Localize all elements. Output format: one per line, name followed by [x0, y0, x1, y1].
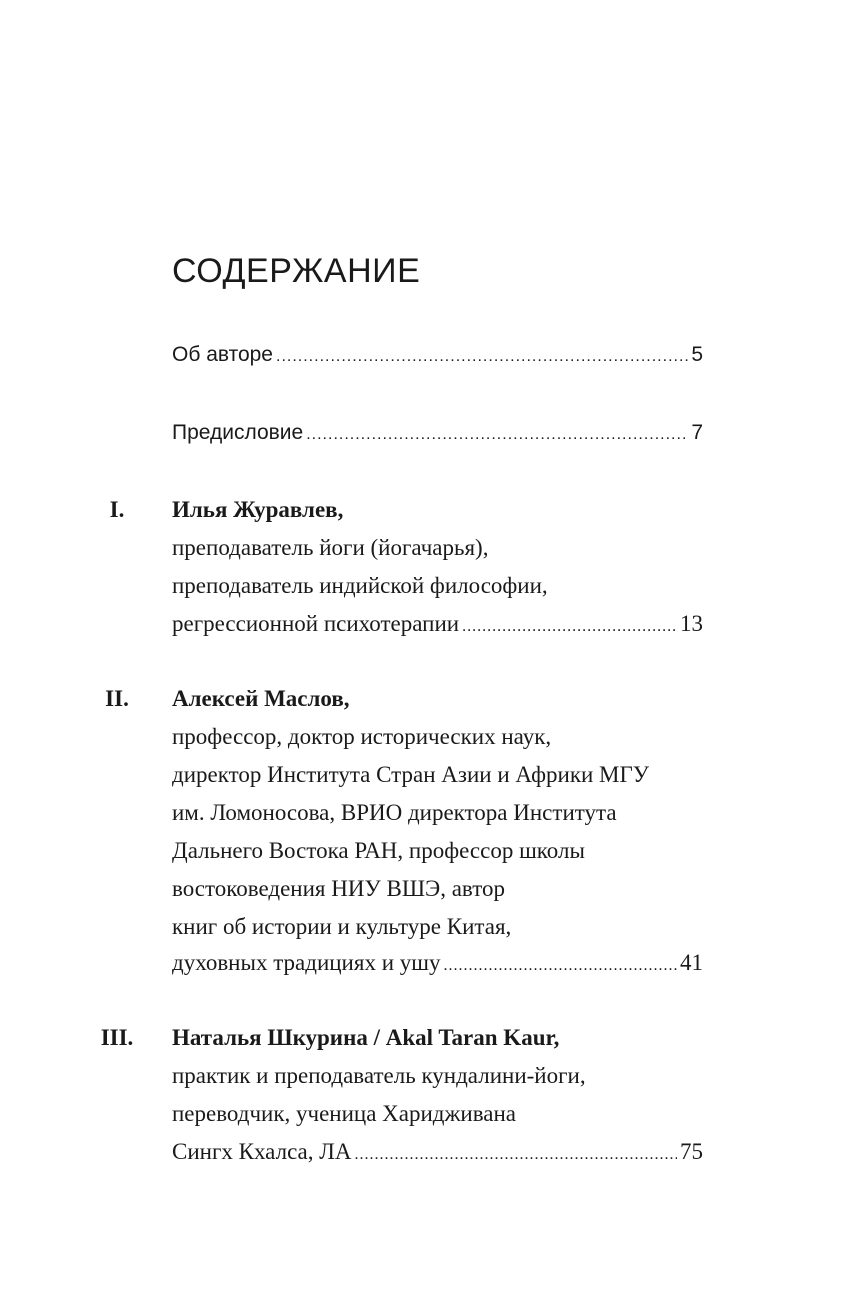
chapter-description-line: директор Института Стран Азии и Африки МГУ [172, 762, 650, 787]
toc-entry-page: 41 [680, 950, 703, 975]
dot-leader [462, 608, 677, 646]
dot-leader [443, 947, 677, 985]
toc-entry-about-author[interactable] [172, 336, 703, 374]
chapter-description-line: профессор, доктор исторических наук, [172, 724, 552, 749]
chapter-numeral: I. [109, 497, 125, 522]
toc-entry-label: Об авторе [172, 343, 273, 366]
chapter-description-line: преподаватель йоги (йогачарья), [172, 535, 489, 560]
chapter-description-line: переводчик, ученица Харидживана [172, 1101, 516, 1126]
toc-entry-preface[interactable] [172, 414, 703, 452]
chapter-description-line: практик и преподаватель кундалини-йоги, [172, 1063, 586, 1088]
chapter-description-line: им. Ломоносова, ВРИО директора Института [172, 800, 617, 825]
dot-leader [276, 338, 688, 376]
dot-leader [354, 1136, 677, 1174]
page-title: СОДЕРЖАНИЕ [172, 252, 421, 290]
toc-entry-label: Предисловие [172, 421, 304, 444]
chapter-last-line[interactable] [172, 1133, 703, 1171]
chapter-description-line: книг об истории и культуре Китая, [172, 914, 512, 939]
chapter-author-name[interactable]: Илья Журавлев, [172, 497, 344, 522]
chapter-description-line: регрессионной психотерапии [172, 611, 460, 636]
chapter-description-line: духовных традициях и ушу [172, 950, 441, 975]
chapter-last-line[interactable] [172, 944, 703, 982]
chapter-description-line: востоковедения НИУ ВШЭ, автор [172, 876, 505, 901]
toc-entry-page: 13 [680, 611, 703, 636]
chapter-description-line: Дальнего Востока РАН, профессор школы [172, 838, 585, 863]
chapter-author-name[interactable]: Наталья Шкурина / Akal Taran Kaur, [172, 1025, 560, 1050]
dot-leader [306, 416, 688, 454]
chapter-numeral: II. [105, 686, 129, 711]
chapter-description-line: Сингх Кхалса, ЛА [172, 1139, 352, 1164]
toc-entry-page: 7 [691, 421, 703, 444]
toc-entry-page: 75 [680, 1139, 703, 1164]
toc-entry-page: 5 [691, 343, 703, 366]
chapter-last-line[interactable] [172, 605, 703, 643]
chapter-author-name[interactable]: Алексей Маслов, [172, 686, 350, 711]
chapter-numeral: III. [100, 1025, 134, 1050]
chapter-description-line: преподаватель индийской философии, [172, 573, 548, 598]
